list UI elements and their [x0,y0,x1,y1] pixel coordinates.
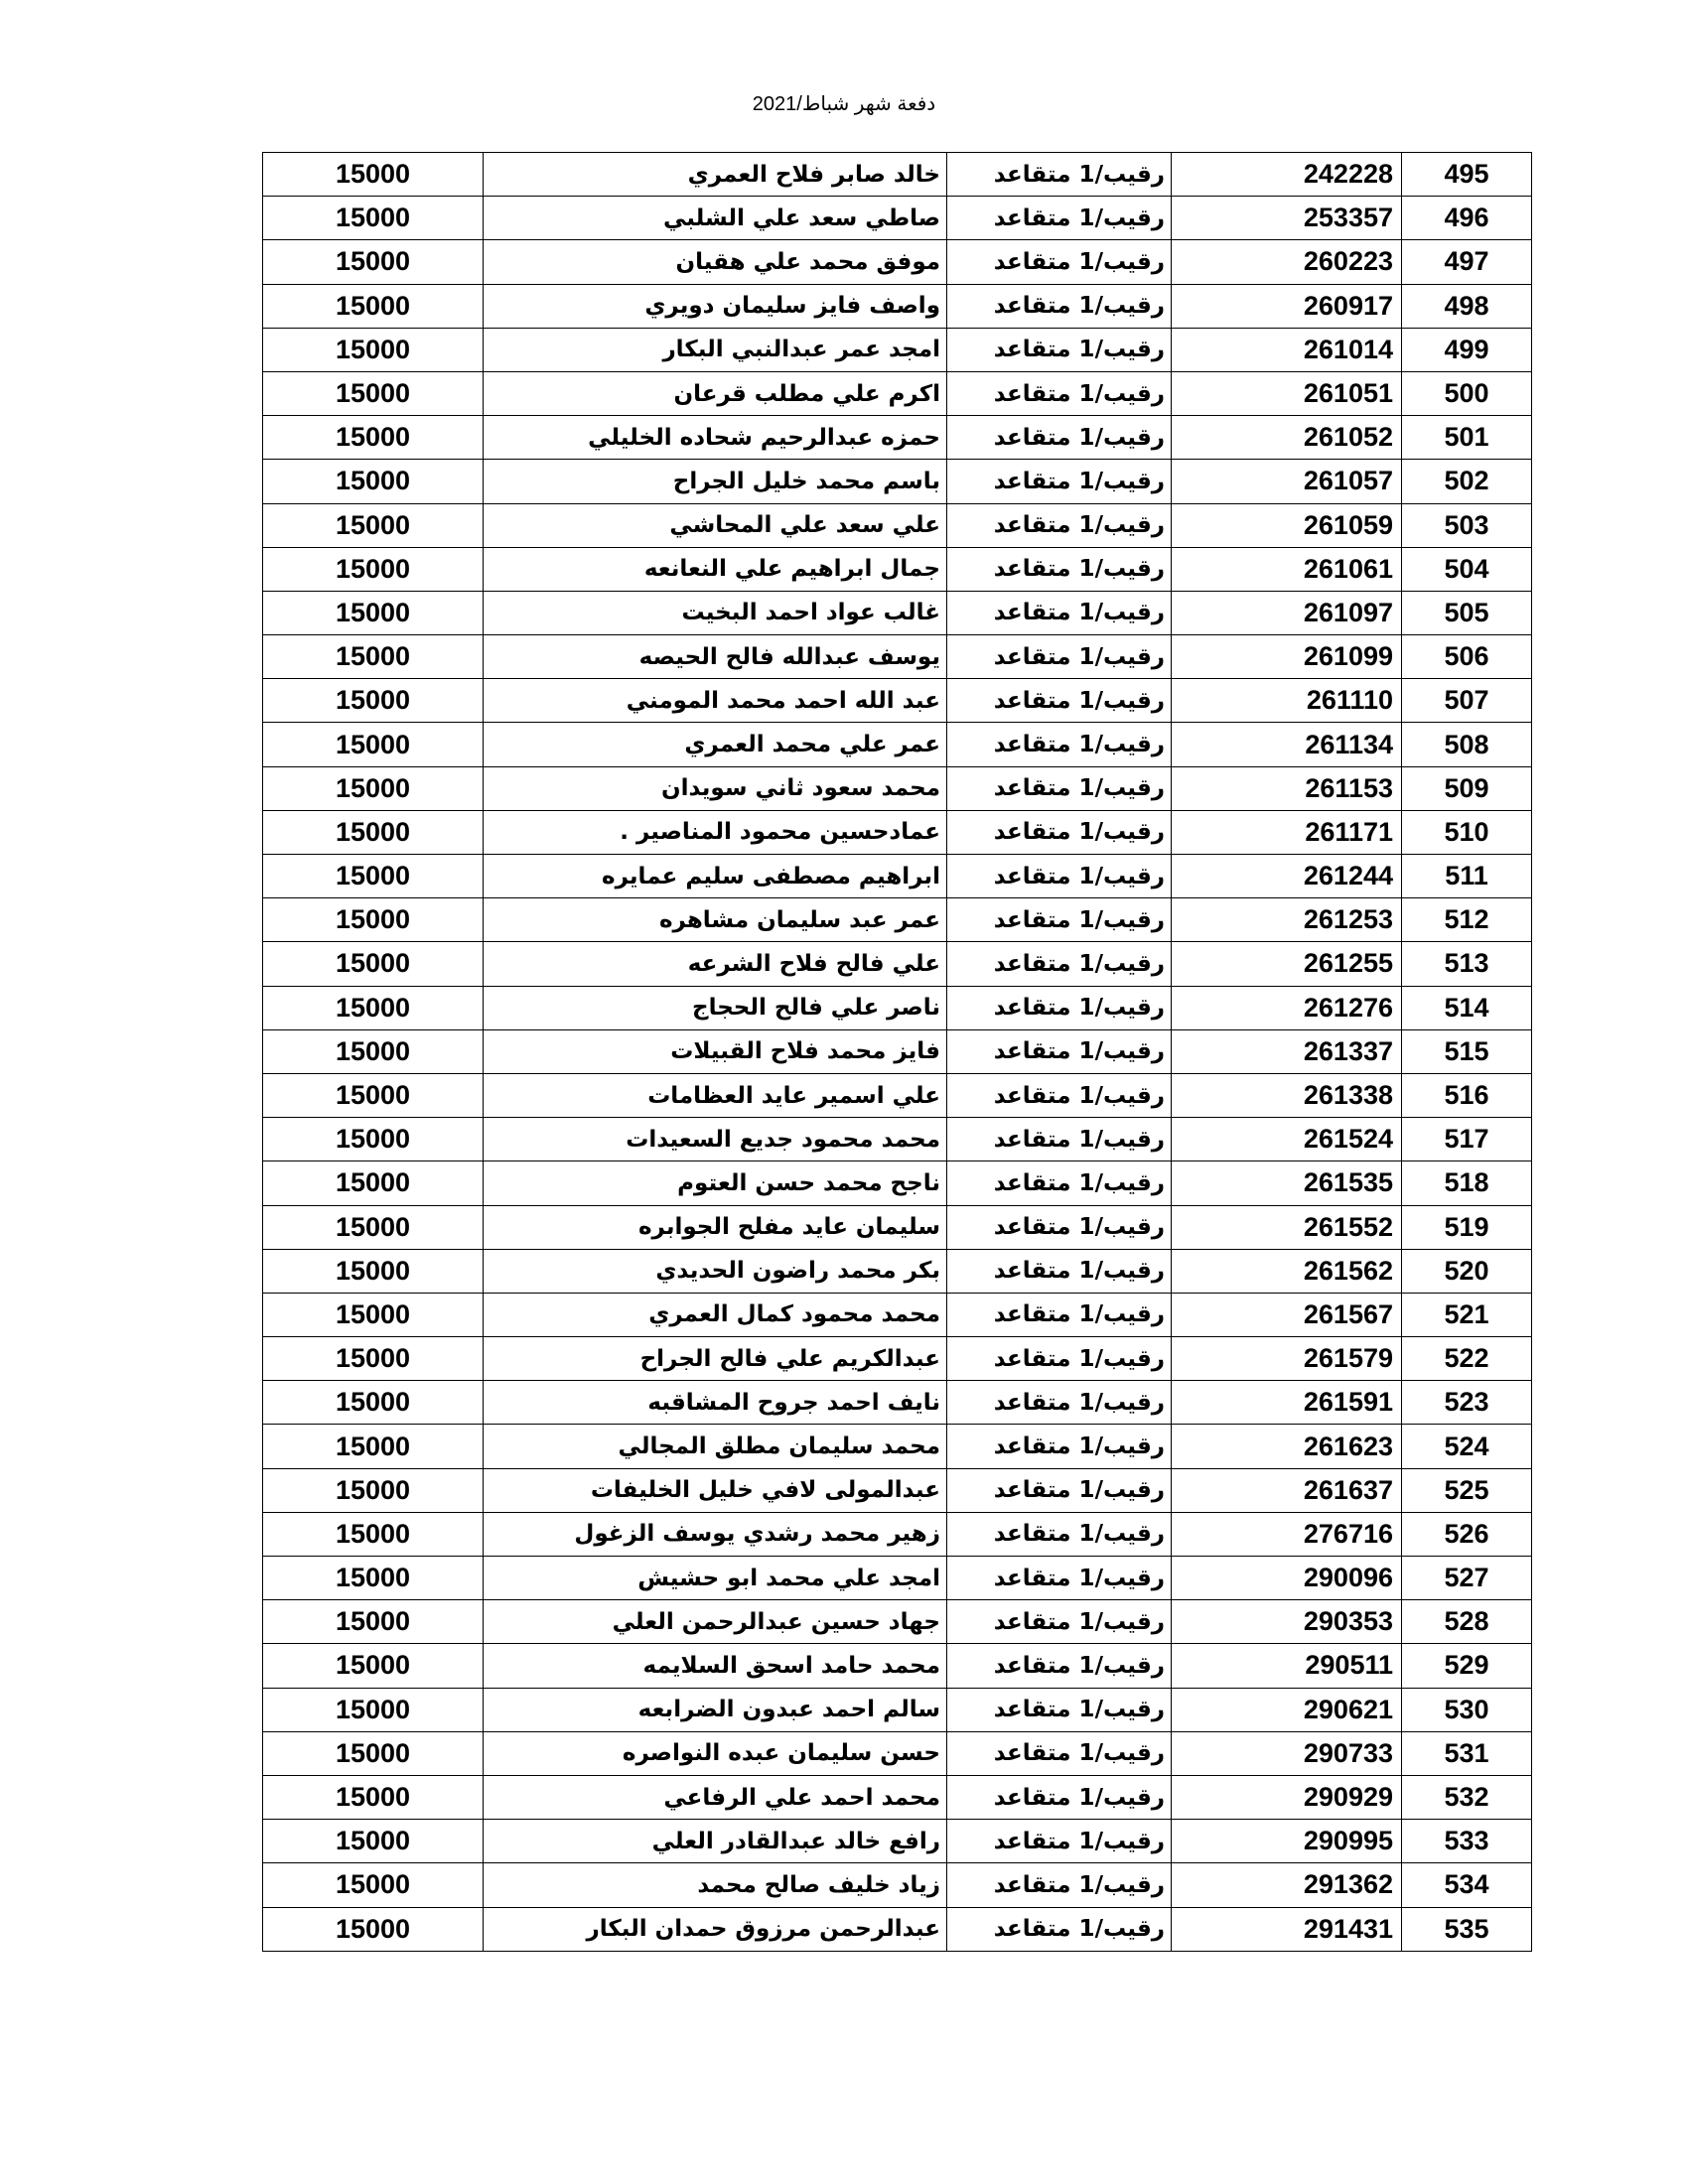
sequence-number-cell: 519 [1402,1205,1532,1249]
amount-cell: 15000 [263,855,484,898]
table-row [263,1073,1532,1117]
sequence-number-cell: 512 [1402,898,1532,942]
person-name-cell: عبد الله احمد محمد المومني [484,679,947,723]
person-name-cell: ناجح محمد حسن العتوم [484,1161,947,1205]
amount-cell: 15000 [263,1161,484,1205]
person-name-cell: عبدالرحمن مرزوق حمدان البكار [484,1907,947,1951]
table-row [263,1600,1532,1644]
amount-cell: 15000 [263,986,484,1029]
sequence-number-cell: 509 [1402,766,1532,810]
rank-cell: رقيب/1 متقاعد [947,898,1172,942]
person-name-cell: نايف احمد جروح المشاقبه [484,1381,947,1425]
sequence-number-cell: 525 [1402,1468,1532,1512]
person-name-cell: ابراهيم مصطفى سليم عمايره [484,855,947,898]
amount-cell: 15000 [263,898,484,942]
sequence-number-cell: 518 [1402,1161,1532,1205]
amount-cell: 15000 [263,591,484,634]
rank-cell: رقيب/1 متقاعد [947,766,1172,810]
sequence-number-cell: 499 [1402,328,1532,371]
military-number-cell: 260223 [1172,240,1402,284]
table-row [263,1557,1532,1600]
rank-cell: رقيب/1 متقاعد [947,547,1172,591]
table-row [263,1863,1532,1907]
military-number-cell: 261153 [1172,766,1402,810]
rank-cell: رقيب/1 متقاعد [947,503,1172,547]
person-name-cell: جهاد حسين عبدالرحمن العلي [484,1600,947,1644]
amount-cell: 15000 [263,1381,484,1425]
table-row [263,1907,1532,1951]
military-number-cell: 291431 [1172,1907,1402,1951]
table-row [263,855,1532,898]
rank-cell: رقيب/1 متقاعد [947,1337,1172,1381]
rank-cell: رقيب/1 متقاعد [947,1468,1172,1512]
table-row [263,591,1532,634]
person-name-cell: عبدالمولى لافي خليل الخليفات [484,1468,947,1512]
military-number-cell: 261134 [1172,723,1402,766]
table-row [263,197,1532,240]
person-name-cell: امجد عمر عبدالنبي البكار [484,328,947,371]
table-row [263,766,1532,810]
table-row [263,153,1532,197]
sequence-number-cell: 496 [1402,197,1532,240]
rank-cell: رقيب/1 متقاعد [947,723,1172,766]
sequence-number-cell: 502 [1402,460,1532,503]
sequence-number-cell: 511 [1402,855,1532,898]
table-row [263,1425,1532,1468]
person-name-cell: صاطي سعد علي الشلبي [484,197,947,240]
person-name-cell: علي فالح فلاح الشرعه [484,942,947,986]
page-title: دفعة شهر شباط/2021 [752,93,936,115]
person-name-cell: علي اسمير عايد العظامات [484,1073,947,1117]
military-number-cell: 261552 [1172,1205,1402,1249]
rank-cell: رقيب/1 متقاعد [947,416,1172,460]
military-number-cell: 261591 [1172,1381,1402,1425]
rank-cell: رقيب/1 متقاعد [947,1688,1172,1731]
sequence-number-cell: 533 [1402,1820,1532,1863]
table-row [263,1029,1532,1073]
military-number-cell: 253357 [1172,197,1402,240]
person-name-cell: جمال ابراهيم علي النعانعه [484,547,947,591]
person-name-cell: محمد سليمان مطلق المجالي [484,1425,947,1468]
military-number-cell: 261338 [1172,1073,1402,1117]
person-name-cell: حمزه عبدالرحيم شحاده الخليلي [484,416,947,460]
person-name-cell: غالب عواد احمد البخيت [484,591,947,634]
table-row [263,416,1532,460]
rank-cell: رقيب/1 متقاعد [947,197,1172,240]
military-number-cell: 290995 [1172,1820,1402,1863]
rank-cell: رقيب/1 متقاعد [947,1118,1172,1161]
rank-cell: رقيب/1 متقاعد [947,1907,1172,1951]
military-number-cell: 242228 [1172,153,1402,197]
amount-cell: 15000 [263,547,484,591]
person-name-cell: عبدالكريم علي فالح الجراح [484,1337,947,1381]
rank-cell: رقيب/1 متقاعد [947,855,1172,898]
sequence-number-cell: 505 [1402,591,1532,634]
amount-cell: 15000 [263,1907,484,1951]
amount-cell: 15000 [263,1029,484,1073]
rank-cell: رقيب/1 متقاعد [947,1425,1172,1468]
sequence-number-cell: 507 [1402,679,1532,723]
military-number-cell: 291362 [1172,1863,1402,1907]
rank-cell: رقيب/1 متقاعد [947,591,1172,634]
table-row [263,1820,1532,1863]
sequence-number-cell: 497 [1402,240,1532,284]
table-row [263,1468,1532,1512]
military-number-cell: 261562 [1172,1249,1402,1293]
person-name-cell: ناصر علي فالح الحجاج [484,986,947,1029]
military-number-cell: 260917 [1172,284,1402,328]
table-row [263,810,1532,854]
amount-cell: 15000 [263,416,484,460]
rank-cell: رقيب/1 متقاعد [947,284,1172,328]
amount-cell: 15000 [263,328,484,371]
military-number-cell: 261052 [1172,416,1402,460]
rank-cell: رقيب/1 متقاعد [947,371,1172,415]
amount-cell: 15000 [263,1600,484,1644]
sequence-number-cell: 515 [1402,1029,1532,1073]
rank-cell: رقيب/1 متقاعد [947,153,1172,197]
rank-cell: رقيب/1 متقاعد [947,1029,1172,1073]
amount-cell: 15000 [263,723,484,766]
table-row [263,240,1532,284]
person-name-cell: محمد احمد علي الرفاعي [484,1775,947,1819]
sequence-number-cell: 514 [1402,986,1532,1029]
amount-cell: 15000 [263,197,484,240]
table-row [263,1161,1532,1205]
amount-cell: 15000 [263,810,484,854]
amount-cell: 15000 [263,460,484,503]
person-name-cell: علي سعد علي المحاشي [484,503,947,547]
table-row [263,942,1532,986]
person-name-cell: اكرم علي مطلب قرعان [484,371,947,415]
payment-roster-table [262,152,1532,1952]
sequence-number-cell: 501 [1402,416,1532,460]
rank-cell: رقيب/1 متقاعد [947,1381,1172,1425]
sequence-number-cell: 521 [1402,1293,1532,1336]
amount-cell: 15000 [263,1731,484,1775]
sequence-number-cell: 504 [1402,547,1532,591]
sequence-number-cell: 531 [1402,1731,1532,1775]
person-name-cell: باسم محمد خليل الجراح [484,460,947,503]
person-name-cell: رافع خالد عبدالقادر العلي [484,1820,947,1863]
military-number-cell: 261276 [1172,986,1402,1029]
military-number-cell: 261244 [1172,855,1402,898]
amount-cell: 15000 [263,679,484,723]
military-number-cell: 261171 [1172,810,1402,854]
sequence-number-cell: 510 [1402,810,1532,854]
person-name-cell: محمد محمود كمال العمري [484,1293,947,1336]
military-number-cell: 290511 [1172,1644,1402,1688]
table-row [263,986,1532,1029]
table-row [263,635,1532,679]
person-name-cell: زياد خليف صالح محمد [484,1863,947,1907]
military-number-cell: 261253 [1172,898,1402,942]
military-number-cell: 261623 [1172,1425,1402,1468]
person-name-cell: عمر عبد سليمان مشاهره [484,898,947,942]
military-number-cell: 276716 [1172,1512,1402,1556]
table-row [263,284,1532,328]
sequence-number-cell: 513 [1402,942,1532,986]
person-name-cell: سالم احمد عبدون الضرابعه [484,1688,947,1731]
rank-cell: رقيب/1 متقاعد [947,1073,1172,1117]
amount-cell: 15000 [263,1557,484,1600]
rank-cell: رقيب/1 متقاعد [947,679,1172,723]
amount-cell: 15000 [263,942,484,986]
person-name-cell: زهير محمد رشدي يوسف الزغول [484,1512,947,1556]
person-name-cell: خالد صابر فلاح العمري [484,153,947,197]
amount-cell: 15000 [263,1512,484,1556]
rank-cell: رقيب/1 متقاعد [947,1293,1172,1336]
person-name-cell: بكر محمد راضون الحديدي [484,1249,947,1293]
sequence-number-cell: 529 [1402,1644,1532,1688]
sequence-number-cell: 530 [1402,1688,1532,1731]
sequence-number-cell: 516 [1402,1073,1532,1117]
military-number-cell: 261579 [1172,1337,1402,1381]
table-row [263,723,1532,766]
military-number-cell: 261057 [1172,460,1402,503]
person-name-cell: محمد سعود ثاني سويدان [484,766,947,810]
military-number-cell: 261524 [1172,1118,1402,1161]
military-number-cell: 261014 [1172,328,1402,371]
rank-cell: رقيب/1 متقاعد [947,810,1172,854]
table-row [263,679,1532,723]
sequence-number-cell: 508 [1402,723,1532,766]
sequence-number-cell: 527 [1402,1557,1532,1600]
rank-cell: رقيب/1 متقاعد [947,1820,1172,1863]
amount-cell: 15000 [263,1293,484,1336]
table-row [263,898,1532,942]
table-row [263,371,1532,415]
rank-cell: رقيب/1 متقاعد [947,1205,1172,1249]
table-row [263,1644,1532,1688]
amount-cell: 15000 [263,1118,484,1161]
table-row [263,1293,1532,1336]
amount-cell: 15000 [263,1468,484,1512]
sequence-number-cell: 498 [1402,284,1532,328]
military-number-cell: 261099 [1172,635,1402,679]
amount-cell: 15000 [263,153,484,197]
sequence-number-cell: 528 [1402,1600,1532,1644]
table-row [263,1731,1532,1775]
table-row [263,503,1532,547]
rank-cell: رقيب/1 متقاعد [947,1557,1172,1600]
person-name-cell: يوسف عبدالله فالح الحيصه [484,635,947,679]
amount-cell: 15000 [263,1249,484,1293]
rank-cell: رقيب/1 متقاعد [947,328,1172,371]
table-row [263,1688,1532,1731]
person-name-cell: سليمان عايد مفلح الجوابره [484,1205,947,1249]
amount-cell: 15000 [263,766,484,810]
amount-cell: 15000 [263,503,484,547]
table-row [263,1381,1532,1425]
person-name-cell: محمد حامد اسحق السلايمه [484,1644,947,1688]
roster-body [263,153,1532,1952]
amount-cell: 15000 [263,1688,484,1731]
table-row [263,460,1532,503]
person-name-cell: حسن سليمان عبده النواصره [484,1731,947,1775]
sequence-number-cell: 520 [1402,1249,1532,1293]
rank-cell: رقيب/1 متقاعد [947,635,1172,679]
person-name-cell: امجد علي محمد ابو حشيش [484,1557,947,1600]
military-number-cell: 261337 [1172,1029,1402,1073]
sequence-number-cell: 522 [1402,1337,1532,1381]
amount-cell: 15000 [263,240,484,284]
table-row [263,1249,1532,1293]
amount-cell: 15000 [263,1205,484,1249]
amount-cell: 15000 [263,1337,484,1381]
table-row [263,547,1532,591]
military-number-cell: 261097 [1172,591,1402,634]
rank-cell: رقيب/1 متقاعد [947,1863,1172,1907]
sequence-number-cell: 526 [1402,1512,1532,1556]
person-name-cell: واصف فايز سليمان دويري [484,284,947,328]
military-number-cell: 261567 [1172,1293,1402,1336]
rank-cell: رقيب/1 متقاعد [947,1161,1172,1205]
sequence-number-cell: 532 [1402,1775,1532,1819]
military-number-cell: 261255 [1172,942,1402,986]
rank-cell: رقيب/1 متقاعد [947,1249,1172,1293]
rank-cell: رقيب/1 متقاعد [947,1644,1172,1688]
rank-cell: رقيب/1 متقاعد [947,460,1172,503]
sequence-number-cell: 534 [1402,1863,1532,1907]
amount-cell: 15000 [263,635,484,679]
military-number-cell: 261637 [1172,1468,1402,1512]
sequence-number-cell: 524 [1402,1425,1532,1468]
sequence-number-cell: 535 [1402,1907,1532,1951]
amount-cell: 15000 [263,284,484,328]
amount-cell: 15000 [263,1775,484,1819]
rank-cell: رقيب/1 متقاعد [947,1731,1172,1775]
rank-cell: رقيب/1 متقاعد [947,1600,1172,1644]
military-number-cell: 290353 [1172,1600,1402,1644]
person-name-cell: محمد محمود جديع السعيدات [484,1118,947,1161]
rank-cell: رقيب/1 متقاعد [947,986,1172,1029]
table-row [263,328,1532,371]
military-number-cell: 261059 [1172,503,1402,547]
rank-cell: رقيب/1 متقاعد [947,1775,1172,1819]
table-row [263,1512,1532,1556]
table-row [263,1205,1532,1249]
military-number-cell: 290929 [1172,1775,1402,1819]
person-name-cell: عمر علي محمد العمري [484,723,947,766]
sequence-number-cell: 500 [1402,371,1532,415]
table-row [263,1118,1532,1161]
amount-cell: 15000 [263,1073,484,1117]
military-number-cell: 261110 [1172,679,1402,723]
sequence-number-cell: 506 [1402,635,1532,679]
sequence-number-cell: 523 [1402,1381,1532,1425]
sequence-number-cell: 495 [1402,153,1532,197]
amount-cell: 15000 [263,1644,484,1688]
table-row [263,1337,1532,1381]
person-name-cell: موفق محمد علي هقيان [484,240,947,284]
person-name-cell: عمادحسين محمود المناصير . [484,810,947,854]
amount-cell: 15000 [263,1820,484,1863]
rank-cell: رقيب/1 متقاعد [947,240,1172,284]
military-number-cell: 290096 [1172,1557,1402,1600]
rank-cell: رقيب/1 متقاعد [947,1512,1172,1556]
military-number-cell: 290733 [1172,1731,1402,1775]
table-row [263,1775,1532,1819]
military-number-cell: 261535 [1172,1161,1402,1205]
military-number-cell: 290621 [1172,1688,1402,1731]
amount-cell: 15000 [263,1425,484,1468]
sequence-number-cell: 517 [1402,1118,1532,1161]
sequence-number-cell: 503 [1402,503,1532,547]
amount-cell: 15000 [263,1863,484,1907]
military-number-cell: 261061 [1172,547,1402,591]
amount-cell: 15000 [263,371,484,415]
military-number-cell: 261051 [1172,371,1402,415]
person-name-cell: فايز محمد فلاح القبيلات [484,1029,947,1073]
rank-cell: رقيب/1 متقاعد [947,942,1172,986]
